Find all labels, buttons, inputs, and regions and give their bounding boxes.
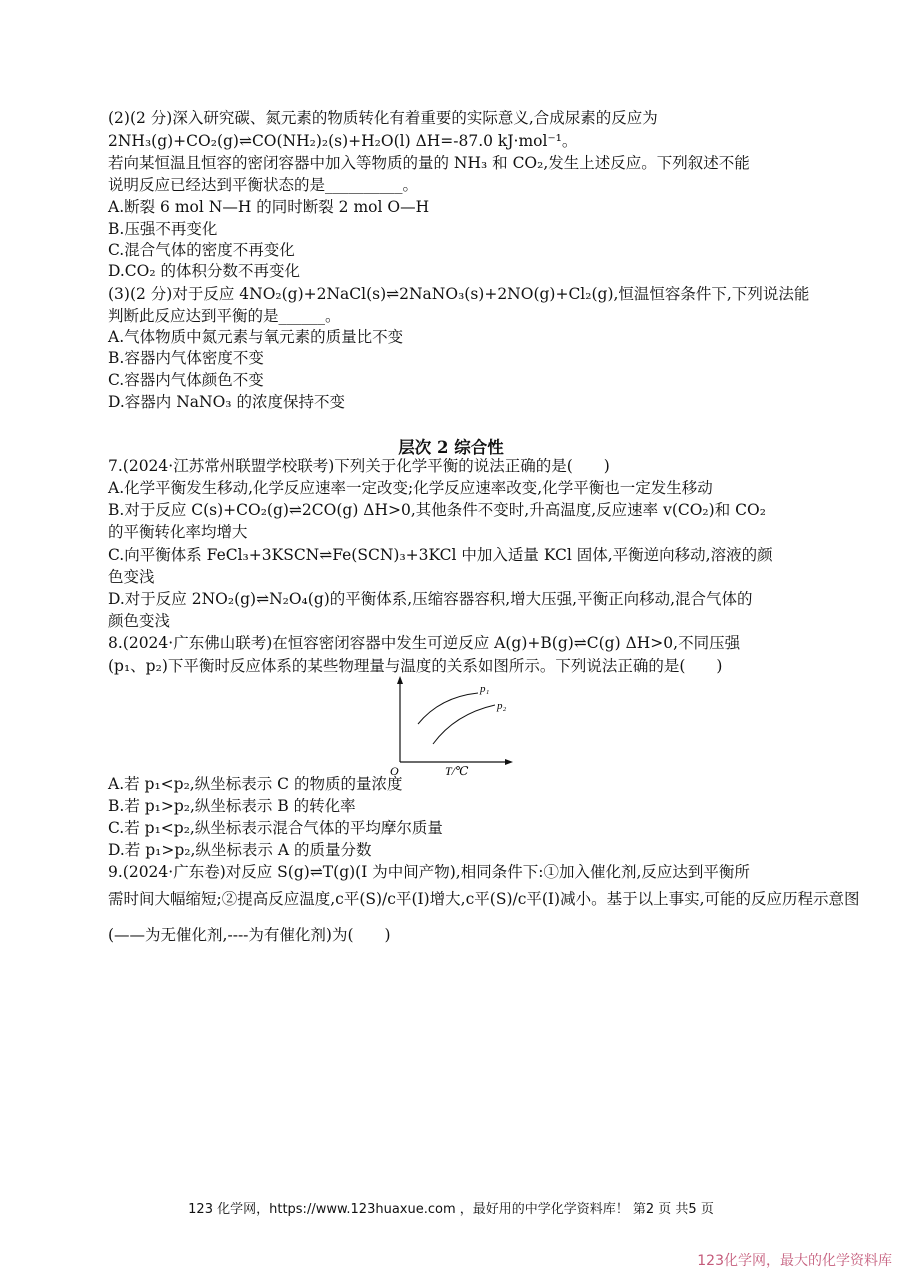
question-8: 8.(2024·广东佛山联考)在恒容密闭容器中发生可逆反应 A(g)+B(g)⇌C(g) ΔH>0,不同压强: [108, 634, 741, 652]
option-d: D.容器内 NaNO₃ 的浓度保持不变: [108, 393, 345, 411]
text-line: (2)(2 分)深入研究碳、氮元素的物质转化有着重要的实际意义,合成尿素的反应为: [108, 109, 658, 127]
option-c: C.若 p₁<p₂,纵坐标表示混合气体的平均摩尔质量: [108, 819, 443, 837]
option-b: B.对于反应 C(s)+CO₂(g)⇌2CO(g) ΔH>0,其他条件不变时,升高温度,反应速率 v(CO₂)和 CO₂: [108, 501, 766, 519]
page-footer: 123 化学网，https://www.123huaxue.com ，最好用的中学化学资料库！ 第2 页 共5 页: [188, 1202, 714, 1217]
option-c: C.混合气体的密度不再变化: [108, 241, 295, 259]
curve2-label: p₂: [497, 700, 507, 712]
text-line: (——为无催化剂,----为有催化剂)为( ): [108, 926, 391, 944]
curve-p2: [433, 705, 495, 744]
text-line: (p₁、p₂)下平衡时反应体系的某些物理量与温度的关系如图所示。下列说法正确的是( ): [108, 657, 723, 675]
text-line: 若向某恒温且恒容的密闭容器中加入等物质的量的 NH₃ 和 CO₂,发生上述反应。下列叙述不能: [108, 154, 750, 172]
text-line: (3)(2 分)对于反应 4NO₂(g)+2NaCl(s)⇌2NaNO₃(s)+2NO(g)+Cl₂(g),恒温恒容条件下,下列说法能: [108, 285, 810, 303]
text-line: 2NH₃(g)+CO₂(g)⇌CO(NH₂)₂(s)+H₂O(l) ΔH=-87.0 kJ·mol⁻¹。: [108, 132, 578, 150]
option-d: D.若 p₁>p₂,纵坐标表示 A 的质量分数: [108, 841, 372, 859]
question-9: 9.(2024·广东卷)对反应 S(g)⇌T(g)(I 为中间产物),相同条件下:①加入催化剂,反应达到平衡所: [108, 863, 750, 881]
curve-p1: [418, 693, 478, 724]
option-b-cont: 的平衡转化率均增大: [108, 523, 248, 541]
option-d-cont: 颜色变浅: [108, 612, 171, 630]
pressure-temperature-figure: [385, 672, 525, 780]
option-a: A.气体物质中氮元素与氧元素的质量比不变: [108, 328, 404, 346]
option-c: C.向平衡体系 FeCl₃+3KSCN⇌Fe(SCN)₃+3KCl 中加入适量 KCl 固体,平衡逆向移动,溶液的颜: [108, 546, 773, 564]
option-a: A.断裂 6 mol N—H 的同时断裂 2 mol O—H: [108, 198, 430, 216]
option-b: B.压强不再变化: [108, 220, 218, 238]
section-title: 层次 2 综合性: [398, 438, 504, 457]
option-c: C.容器内气体颜色不变: [108, 371, 264, 389]
text-line: 需时间大幅缩短;②提高反应温度,c平(S)/c平(I)增大,c平(S)/c平(I)减小。基于以上事实,可能的反应历程示意图: [108, 890, 860, 908]
option-b: B.若 p₁>p₂,纵坐标表示 B 的转化率: [108, 797, 356, 815]
watermark: 123化学网，最大的化学资料库: [697, 1253, 892, 1269]
x-axis-label: T/℃: [445, 764, 469, 778]
curve1-label: p₁: [480, 683, 490, 695]
question-7: 7.(2024·江苏常州联盟学校联考)下列关于化学平衡的说法正确的是( ): [108, 457, 610, 475]
x-axis-arrow: [505, 759, 513, 765]
option-d: D.对于反应 2NO₂(g)⇌N₂O₄(g)的平衡体系,压缩容器容积,增大压强,平衡正向移动,混合气体的: [108, 590, 753, 608]
origin-label: O: [390, 764, 399, 778]
option-a: A.若 p₁<p₂,纵坐标表示 C 的物质的量浓度: [108, 775, 403, 793]
option-c-cont: 色变浅: [108, 568, 155, 586]
text-line: 判断此反应达到平衡的是______。: [108, 307, 341, 325]
y-axis-arrow: [397, 676, 403, 684]
option-d: D.CO₂ 的体积分数不再变化: [108, 262, 301, 280]
text-line: 说明反应已经达到平衡状态的是__________。: [108, 176, 419, 194]
option-b: B.容器内气体密度不变: [108, 349, 264, 367]
option-a: A.化学平衡发生移动,化学反应速率一定改变;化学反应速率改变,化学平衡也一定发生移动: [108, 479, 713, 497]
